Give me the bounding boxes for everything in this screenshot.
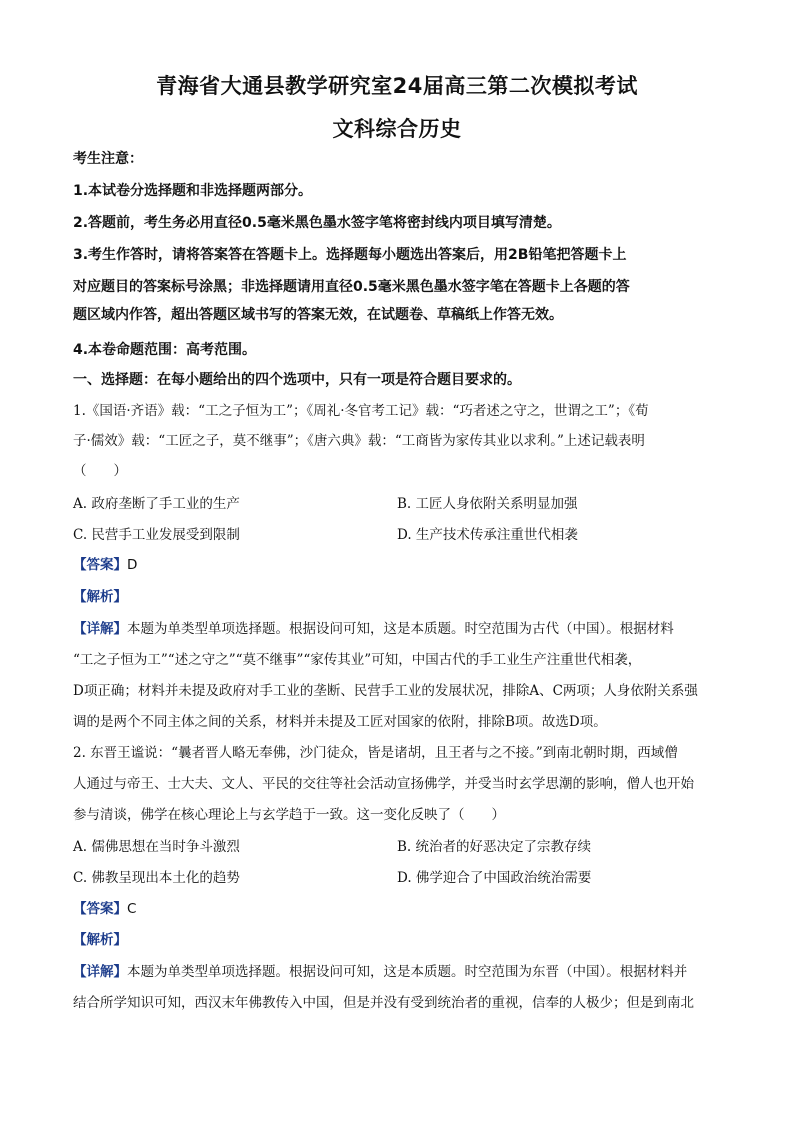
question-2-option-c: C. 佛教呈现出本土化的趋势 [73, 870, 240, 886]
question-1-detail-line [73, 619, 674, 639]
detail-label: 【详解】 [73, 964, 127, 980]
question-2-option-d: D. 佛学迎合了中国政治统治需要 [397, 870, 592, 886]
detail-label: 【详解】 [73, 621, 127, 637]
question-1-option-b: B. 工匠人身依附关系明显加强 [397, 496, 578, 512]
detail-text: 本题为单类型单项选择题。根据设问可知，这是本质题。时空范围为古代（中国）。根据材料 [127, 621, 674, 637]
question-1-detail-line: 调的是两个不同主体之间的关系，材料并未提及工匠对国家的依附，排除B项。故选D项。 [73, 714, 607, 730]
answer-label: 【答案】 [73, 557, 127, 573]
analysis-label: 【解析】 [73, 932, 127, 948]
notice-item: 1.本试卷分选择题和非选择题两部分。 [73, 183, 313, 199]
analysis-label: 【解析】 [73, 589, 127, 605]
notice-item: 4.本卷命题范围：高考范围。 [73, 342, 257, 358]
answer-value: D [127, 557, 138, 573]
question-1-analysis [73, 587, 127, 607]
notice-item: 2.答题前，考生务必用直径0.5毫米黑色墨水签字笔将密封线内项目填写清楚。 [73, 215, 561, 231]
question-2-option-a: A. 儒佛思想在当时争斗激烈 [73, 839, 240, 855]
exam-title: 青海省大通县教学研究室24届高三第二次模拟考试 [156, 74, 638, 98]
question-1-detail-line: D项正确；材料并未提及政府对手工业的垄断、民营手工业的发展状况，排除A、C两项；人身依附关系强 [73, 683, 698, 699]
notice-item: 题区域内作答，超出答题区域书写的答案无效，在试题卷、草稿纸上作答无效。 [73, 307, 563, 323]
notice-item: 对应题目的答案标号涂黑；非选择题请用直径0.5毫米黑色墨水签字笔在答题卡上各题的答 [73, 279, 630, 295]
question-2-detail-line: 结合所学知识可知，西汉末年佛教传入中国，但是并没有受到统治者的重视，信奉的人极少；但是到南北 [73, 995, 694, 1011]
question-1-option-d: D. 生产技术传承注重世代相袭 [397, 527, 578, 543]
notice-item: 3.考生作答时，请将答案答在答题卡上。选择题每小题选出答案后，用2B铅笔把答题卡上 [73, 247, 627, 263]
question-2-answer [73, 899, 136, 919]
section-heading: 一、选择题：在每小题给出的四个选项中，只有一项是符合题目要求的。 [73, 372, 521, 388]
question-1-stem-line: 子·儒效》载：“工匠之子，莫不继事”；《唐六典》载：“工商皆为家传其业以求利。”上述记载表明 [73, 433, 645, 449]
question-2-stem-line: 参与清谈，佛学在核心理论上与玄学趋于一致。这一变化反映了（ ） [73, 807, 505, 823]
question-1-option-c: C. 民营手工业发展受到限制 [73, 527, 240, 543]
notice-heading: 考生注意： [73, 151, 143, 167]
question-2-analysis [73, 930, 127, 950]
answer-label: 【答案】 [73, 901, 127, 917]
question-1-stem-line: 1.《国语·齐语》载：“工之子恒为工”；《周礼·冬官考工记》载：“巧者述之守之，世谓之工”；《荀 [73, 403, 649, 419]
question-2-stem-line: 人通过与帝王、士大夫、文人、平民的交往等社会活动宣扬佛学，并受当时玄学思潮的影响，僧人也开始 [73, 776, 694, 792]
question-2-detail-line [73, 962, 687, 982]
question-2-option-b: B. 统治者的好恶决定了宗教存续 [397, 839, 592, 855]
question-1-stem-line: （ ） [73, 463, 127, 479]
answer-value: C [127, 901, 137, 917]
question-1-answer [73, 555, 137, 575]
question-1-detail-line: “工之子恒为工”“述之守之”“莫不继事”“家传其业”可知，中国古代的手工业生产注重世代相袭， [73, 652, 642, 668]
question-2-stem-line: 2. 东晋王谧说：“曩者晋人略无奉佛，沙门徒众，皆是诸胡，且王者与之不接。”到南北朝时期，西域僧 [73, 745, 678, 761]
exam-subtitle: 文科综合历史 [332, 117, 462, 141]
detail-text: 本题为单类型单项选择题。根据设问可知，这是本质题。时空范围为东晋（中国）。根据材料并 [127, 964, 688, 980]
question-1-option-a: A. 政府垄断了手工业的生产 [73, 496, 240, 512]
